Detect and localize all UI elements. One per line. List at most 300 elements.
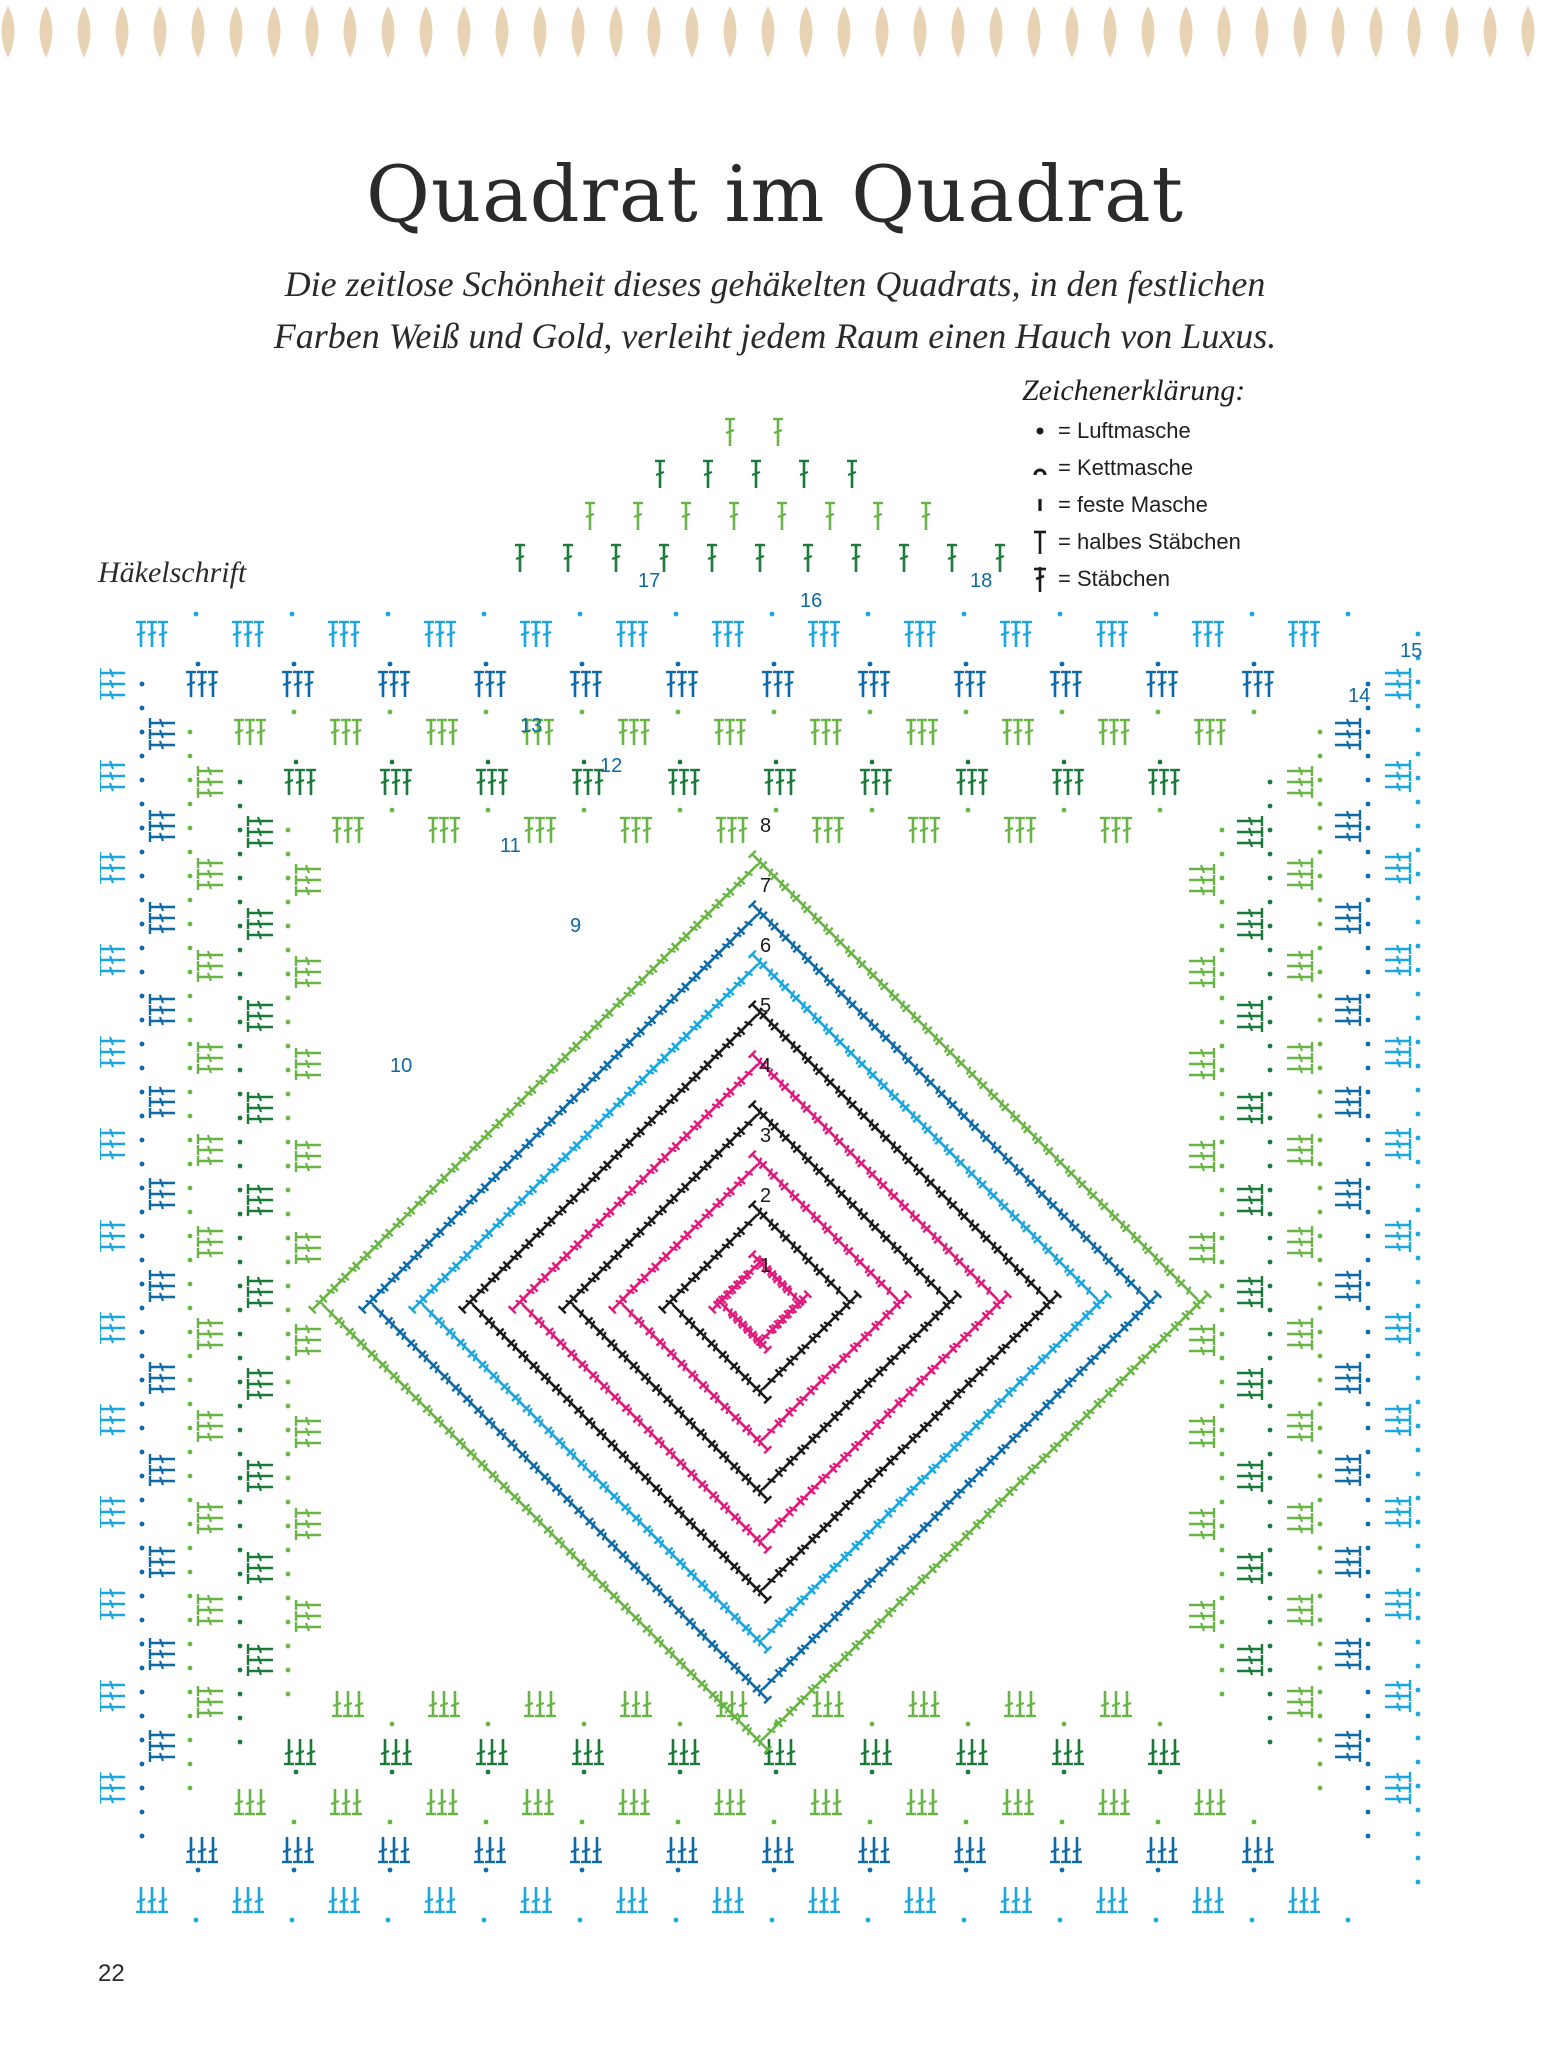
chain-dot bbox=[238, 1116, 243, 1121]
chain-dot bbox=[1366, 1402, 1371, 1407]
stitch-symbol bbox=[1074, 769, 1084, 795]
chain-dot bbox=[868, 710, 873, 715]
chain-dot bbox=[1220, 1044, 1225, 1049]
chain-dot bbox=[1416, 896, 1421, 901]
stitch-symbol bbox=[1287, 1502, 1313, 1512]
stitch-symbol bbox=[1237, 1000, 1263, 1010]
stitch-symbol bbox=[581, 1837, 591, 1863]
stitch-symbol bbox=[247, 1011, 273, 1021]
chain-dot bbox=[1346, 1918, 1351, 1923]
chain-dot bbox=[1318, 1162, 1323, 1167]
chain-dot bbox=[294, 1770, 299, 1775]
stitch-symbol bbox=[827, 1279, 851, 1303]
stitch-symbol bbox=[1253, 671, 1263, 697]
border-drop bbox=[268, 6, 281, 58]
chain-dot bbox=[238, 1572, 243, 1577]
stitch-symbol bbox=[100, 1036, 125, 1046]
stitch-symbol bbox=[1189, 1070, 1215, 1080]
chain-dot bbox=[286, 828, 291, 833]
stitch-symbol bbox=[1287, 1318, 1313, 1328]
chain-dot bbox=[486, 1722, 491, 1727]
chain-dot bbox=[582, 760, 587, 765]
stitch-symbol bbox=[350, 1887, 360, 1913]
chain-dot bbox=[1366, 1066, 1371, 1071]
stitch-symbol bbox=[1287, 1042, 1313, 1052]
chain-dot bbox=[286, 948, 291, 953]
chain-dot bbox=[1060, 1868, 1065, 1873]
stitch-symbol bbox=[149, 1649, 175, 1659]
stitch-symbol bbox=[616, 621, 626, 647]
stitch-symbol bbox=[474, 1837, 484, 1863]
border-drop bbox=[420, 6, 433, 58]
stitch-symbol bbox=[487, 1739, 497, 1765]
chain-dot bbox=[1416, 1184, 1421, 1189]
chain-dot bbox=[1366, 778, 1371, 783]
chain-dot bbox=[1220, 972, 1225, 977]
legend-title: Zeichenerklärung: bbox=[1022, 374, 1246, 407]
border-drop bbox=[1332, 6, 1345, 58]
chain-dot bbox=[1156, 710, 1161, 715]
stitch-symbol bbox=[1335, 1638, 1361, 1648]
chain-dot bbox=[1366, 1450, 1371, 1455]
stitch-symbol bbox=[976, 671, 986, 697]
stitch-symbol bbox=[446, 1887, 456, 1913]
stitch-symbol bbox=[247, 1206, 273, 1216]
stitch-symbol bbox=[823, 817, 833, 843]
stitch-symbol bbox=[100, 1702, 125, 1712]
chain-dot bbox=[238, 1668, 243, 1673]
border-drop bbox=[230, 6, 243, 58]
chain-dot bbox=[286, 1140, 291, 1145]
stitch-symbol bbox=[332, 1691, 342, 1717]
stitch-symbol bbox=[1237, 1666, 1263, 1676]
stitch-symbol bbox=[1050, 1837, 1060, 1863]
stitch-symbol bbox=[1237, 1460, 1263, 1470]
chain-dot bbox=[1416, 968, 1421, 973]
chain-dot bbox=[1318, 754, 1323, 759]
chain-dot bbox=[140, 1186, 145, 1191]
stitch-symbol bbox=[869, 1837, 879, 1863]
stitch-symbol bbox=[1189, 1151, 1215, 1161]
stitch-symbol bbox=[402, 1739, 412, 1765]
stitch-symbol bbox=[232, 621, 242, 647]
stitch-symbol bbox=[247, 1000, 273, 1010]
chain-dot bbox=[772, 1820, 777, 1825]
stitch-symbol bbox=[149, 913, 175, 923]
chain-dot bbox=[580, 662, 585, 667]
chain-dot bbox=[1416, 704, 1421, 709]
chain-dot bbox=[580, 710, 585, 715]
stitch-symbol bbox=[1335, 1649, 1361, 1659]
stitch-symbol bbox=[136, 1887, 146, 1913]
stitch-symbol bbox=[295, 769, 305, 795]
stitch-symbol bbox=[535, 1691, 545, 1717]
stitch-symbol bbox=[149, 1454, 175, 1464]
stitch-symbol bbox=[100, 1334, 125, 1344]
chain-dot bbox=[1156, 1868, 1161, 1873]
stitch-symbol bbox=[1194, 1789, 1204, 1815]
chain-dot bbox=[238, 1716, 243, 1721]
stitch-symbol bbox=[1287, 961, 1313, 971]
chain-dot bbox=[1416, 1112, 1421, 1117]
chain-dot bbox=[188, 754, 193, 759]
chain-dot bbox=[868, 1820, 873, 1825]
stitch-symbol bbox=[563, 544, 573, 572]
stitch-symbol bbox=[729, 502, 739, 530]
border-drop bbox=[914, 6, 927, 58]
stitch-symbol bbox=[100, 679, 125, 689]
stitch-symbol bbox=[295, 1162, 321, 1172]
stitch-symbol bbox=[1013, 1789, 1023, 1815]
chain-dot bbox=[1318, 1138, 1323, 1143]
stitch-symbol bbox=[197, 1502, 223, 1512]
stitch-symbol bbox=[1385, 1231, 1411, 1241]
chain-dot bbox=[1318, 1090, 1323, 1095]
chain-dot bbox=[1346, 612, 1351, 617]
stitch-symbol bbox=[149, 1557, 175, 1567]
stitch-symbol bbox=[873, 502, 883, 530]
chain-dot bbox=[1366, 922, 1371, 927]
stitch-symbol bbox=[1335, 1292, 1361, 1302]
chain-dot bbox=[1366, 898, 1371, 903]
stitch-symbol bbox=[1385, 1312, 1411, 1322]
border-drop bbox=[534, 6, 547, 58]
stitch-symbol bbox=[100, 1128, 125, 1138]
stitch-symbol bbox=[1335, 1281, 1361, 1291]
stitch-symbol bbox=[1287, 1410, 1313, 1420]
chain-dot bbox=[188, 1498, 193, 1503]
chain-dot bbox=[140, 826, 145, 831]
stitch-symbol bbox=[808, 1887, 818, 1913]
stitch-symbol bbox=[1026, 817, 1036, 843]
stitch-symbol bbox=[247, 1574, 273, 1584]
chain-dot bbox=[772, 710, 777, 715]
chain-dot bbox=[188, 1786, 193, 1791]
stitch-symbol bbox=[542, 621, 552, 647]
chain-dot bbox=[238, 1548, 243, 1553]
stitch-symbol bbox=[858, 1837, 868, 1863]
border-drop bbox=[496, 6, 509, 58]
stitch-symbol bbox=[295, 1151, 321, 1161]
chain-dot bbox=[1268, 924, 1273, 929]
chain-dot bbox=[1366, 1258, 1371, 1263]
chain-dot bbox=[1268, 972, 1273, 977]
stitch-symbol bbox=[882, 769, 892, 795]
stitch-symbol bbox=[1287, 1248, 1313, 1258]
stitch-symbol bbox=[1109, 719, 1119, 745]
stitch-symbol bbox=[1287, 1605, 1313, 1615]
stitch-symbol bbox=[1216, 719, 1226, 745]
chain-dot bbox=[1416, 1016, 1421, 1021]
border-drop bbox=[648, 6, 661, 58]
chain-dot bbox=[238, 1644, 243, 1649]
stitch-symbol bbox=[679, 769, 689, 795]
stitch-symbol bbox=[295, 1438, 321, 1448]
stitch-symbol bbox=[1052, 769, 1062, 795]
chain-dot bbox=[286, 1020, 291, 1025]
stitch-symbol bbox=[247, 1471, 273, 1481]
stitch-symbol bbox=[1385, 1518, 1411, 1528]
round-number: 1 bbox=[760, 1255, 772, 1277]
stitch-symbol bbox=[1385, 944, 1411, 954]
chain-dot bbox=[1366, 1234, 1371, 1239]
border-drop bbox=[2, 6, 15, 58]
stitch-symbol bbox=[197, 972, 223, 982]
stitch-symbol bbox=[378, 671, 388, 697]
chain-dot bbox=[238, 1092, 243, 1097]
chain-dot bbox=[676, 662, 681, 667]
stitch-symbol bbox=[100, 1058, 125, 1068]
stitch-symbol bbox=[448, 1789, 458, 1815]
chain-dot bbox=[140, 802, 145, 807]
stitch-symbol bbox=[899, 544, 909, 572]
stitch-symbol bbox=[247, 1563, 273, 1573]
stitch-symbol bbox=[247, 1287, 273, 1297]
stitch-symbol bbox=[688, 671, 698, 697]
stitch-symbol bbox=[1385, 782, 1411, 792]
chain-dot bbox=[1252, 1820, 1257, 1825]
stitch-symbol bbox=[799, 460, 809, 488]
stitch-symbol bbox=[304, 1837, 314, 1863]
chain-dot bbox=[238, 1620, 243, 1625]
stitch-symbol bbox=[773, 1837, 783, 1863]
chain-dot bbox=[188, 1714, 193, 1719]
chain-dot bbox=[1268, 1212, 1273, 1217]
stitch-symbol bbox=[149, 1016, 175, 1026]
round-number: 5 bbox=[760, 995, 772, 1017]
stitch-symbol bbox=[354, 817, 364, 843]
round-number: 8 bbox=[760, 815, 772, 837]
chain-dot bbox=[582, 808, 587, 813]
stitch-symbol bbox=[247, 1184, 273, 1194]
chain-dot bbox=[140, 898, 145, 903]
stitch-symbol bbox=[1335, 1454, 1361, 1464]
stitch-symbol bbox=[197, 1064, 223, 1074]
stitch-symbol bbox=[295, 1600, 321, 1610]
stitch-symbol bbox=[1189, 1416, 1215, 1426]
chain-dot bbox=[238, 1380, 243, 1385]
stitch-symbol bbox=[1096, 621, 1106, 647]
chain-dot bbox=[1058, 1918, 1063, 1923]
stitch-symbol bbox=[1385, 1610, 1411, 1620]
stitch-symbol bbox=[100, 955, 125, 965]
chain-dot bbox=[1268, 948, 1273, 953]
chain-dot bbox=[1268, 876, 1273, 881]
stitch-symbol bbox=[723, 621, 733, 647]
stitch-symbol bbox=[1157, 1837, 1167, 1863]
stitch-symbol bbox=[915, 621, 925, 647]
stitch-symbol bbox=[234, 719, 244, 745]
stitch-symbol bbox=[149, 1384, 175, 1394]
stitch-symbol bbox=[149, 832, 175, 842]
stitch-symbol bbox=[954, 1837, 964, 1863]
chain-dot bbox=[582, 1770, 587, 1775]
stitch-symbol bbox=[1335, 718, 1361, 728]
chain-dot bbox=[140, 1354, 145, 1359]
chart-label: Häkelschrift bbox=[98, 556, 247, 589]
page-number: 22 bbox=[98, 1960, 125, 1987]
stitch-symbol bbox=[666, 1837, 676, 1863]
chain-dot bbox=[870, 1722, 875, 1727]
chain-dot bbox=[238, 1212, 243, 1217]
chain-dot bbox=[294, 760, 299, 765]
stitch-symbol bbox=[295, 886, 321, 896]
chain-dot bbox=[1318, 1330, 1323, 1335]
stitch-symbol bbox=[773, 418, 783, 446]
stitch-symbol bbox=[100, 1691, 125, 1701]
chain-dot bbox=[140, 754, 145, 759]
chain-dot bbox=[188, 1330, 193, 1335]
stitch-symbol bbox=[295, 1611, 321, 1621]
stitch-symbol bbox=[1052, 1739, 1062, 1765]
stitch-symbol bbox=[197, 961, 223, 971]
stitch-symbol bbox=[247, 1666, 273, 1676]
chain-dot bbox=[188, 778, 193, 783]
stitch-symbol bbox=[149, 1189, 175, 1199]
stitch-symbol bbox=[727, 817, 737, 843]
chain-dot bbox=[292, 710, 297, 715]
border-drop bbox=[724, 6, 737, 58]
stitch-symbol bbox=[1335, 902, 1361, 912]
chain-dot bbox=[770, 1918, 775, 1923]
stitch-symbol bbox=[295, 864, 321, 874]
stitch-symbol bbox=[295, 1335, 321, 1345]
stitch-symbol bbox=[197, 1156, 223, 1166]
chain-dot bbox=[486, 1770, 491, 1775]
stitch-symbol bbox=[930, 1691, 940, 1717]
chain-dot bbox=[286, 1380, 291, 1385]
chain-dot bbox=[1220, 1500, 1225, 1505]
chain-dot bbox=[578, 1918, 583, 1923]
stitch-symbol bbox=[295, 1519, 321, 1529]
stitch-symbol bbox=[1287, 1513, 1313, 1523]
chain-dot bbox=[286, 1692, 291, 1697]
chain-dot bbox=[1366, 1642, 1371, 1647]
stitch-symbol bbox=[531, 1887, 541, 1913]
stitch-symbol bbox=[295, 1243, 321, 1253]
chain-dot bbox=[1416, 1448, 1421, 1453]
stitch-symbol bbox=[149, 1097, 175, 1107]
stitch-symbol bbox=[1287, 1594, 1313, 1604]
stitch-symbol bbox=[1098, 1789, 1108, 1815]
chain-dot bbox=[1156, 1820, 1161, 1825]
chain-dot bbox=[188, 1378, 193, 1383]
chain-dot bbox=[1366, 1042, 1371, 1047]
stitch-symbol bbox=[1335, 1016, 1361, 1026]
chain-dot bbox=[238, 1596, 243, 1601]
chain-dot bbox=[286, 1332, 291, 1337]
legend-label-double: = Stäbchen bbox=[1058, 565, 1170, 591]
stitch-symbol bbox=[1189, 875, 1215, 885]
stitch-symbol bbox=[197, 1513, 223, 1523]
stitch-symbol bbox=[738, 817, 748, 843]
stitch-symbol bbox=[677, 671, 687, 697]
chain-dot bbox=[1220, 1692, 1225, 1697]
chain-dot bbox=[1416, 800, 1421, 805]
stitch-symbol bbox=[834, 1691, 844, 1717]
chain-dot bbox=[1220, 1140, 1225, 1145]
chain-dot bbox=[1366, 1570, 1371, 1575]
chain-dot bbox=[238, 1140, 243, 1145]
chain-dot bbox=[482, 1918, 487, 1923]
border-drop bbox=[800, 6, 813, 58]
stitch-symbol bbox=[1385, 1496, 1411, 1506]
stitch-symbol bbox=[1109, 1789, 1119, 1815]
chain-dot bbox=[194, 1918, 199, 1923]
chain-dot bbox=[188, 1738, 193, 1743]
chain-dot bbox=[140, 1090, 145, 1095]
stitch-symbol bbox=[1189, 1140, 1215, 1150]
decorative-top-border bbox=[0, 0, 1550, 80]
stitch-symbol bbox=[1264, 1837, 1274, 1863]
stitch-symbol bbox=[1189, 1600, 1215, 1610]
stitch-symbol bbox=[1189, 1232, 1215, 1242]
stitch-symbol bbox=[736, 1789, 746, 1815]
stitch-symbol bbox=[956, 1739, 966, 1765]
stitch-symbol bbox=[570, 1837, 580, 1863]
stitch-symbol bbox=[100, 1599, 125, 1609]
chain-dot bbox=[1220, 1164, 1225, 1169]
stitch-symbol bbox=[197, 1042, 223, 1052]
stitch-symbol bbox=[1237, 838, 1263, 848]
stitch-symbol bbox=[808, 621, 818, 647]
chain-dot bbox=[1416, 1304, 1421, 1309]
chain-dot bbox=[286, 1164, 291, 1169]
stitch-symbol bbox=[1189, 1622, 1215, 1632]
chain-dot bbox=[964, 1820, 969, 1825]
chain-dot bbox=[1416, 1880, 1421, 1885]
stitch-symbol bbox=[1096, 1887, 1106, 1913]
crochet-chart-diagram bbox=[100, 372, 1440, 1932]
chain-dot bbox=[964, 710, 969, 715]
chain-dot bbox=[196, 1868, 201, 1873]
round-number: 13 bbox=[520, 715, 543, 737]
stitch-symbol bbox=[380, 1739, 390, 1765]
stitch-symbol bbox=[295, 1530, 321, 1540]
chain-dot bbox=[286, 852, 291, 857]
chain-dot bbox=[870, 1770, 875, 1775]
chain-dot bbox=[188, 1402, 193, 1407]
chain-dot bbox=[140, 682, 145, 687]
stitch-symbol bbox=[712, 1887, 722, 1913]
stitch-symbol bbox=[232, 1887, 242, 1913]
stitch-symbol bbox=[847, 460, 857, 488]
stitch-symbol bbox=[1122, 1691, 1132, 1717]
chain-dot bbox=[188, 1642, 193, 1647]
chain-dot bbox=[140, 922, 145, 927]
stitch-symbol bbox=[629, 1789, 639, 1815]
border-drop bbox=[40, 6, 53, 58]
chain-dot bbox=[580, 1820, 585, 1825]
stitch-symbol bbox=[1310, 1887, 1320, 1913]
chain-dot bbox=[1268, 1284, 1273, 1289]
stitch-symbol bbox=[1335, 994, 1361, 1004]
border-drop bbox=[1294, 6, 1307, 58]
chain-dot bbox=[1220, 1212, 1225, 1217]
chain-dot bbox=[1416, 1712, 1421, 1717]
chain-dot bbox=[386, 1918, 391, 1923]
stitch-symbol bbox=[1385, 863, 1411, 873]
stitch-symbol bbox=[100, 1404, 125, 1414]
stitch-symbol bbox=[1287, 1064, 1313, 1074]
chain-dot bbox=[286, 1212, 291, 1217]
stitch-symbol bbox=[1203, 1887, 1213, 1913]
stitch-symbol bbox=[1335, 1752, 1361, 1762]
chain-dot bbox=[140, 1618, 145, 1623]
chain-dot bbox=[1268, 852, 1273, 857]
stitch-symbol bbox=[1148, 769, 1158, 795]
stitch-symbol bbox=[149, 1108, 175, 1118]
